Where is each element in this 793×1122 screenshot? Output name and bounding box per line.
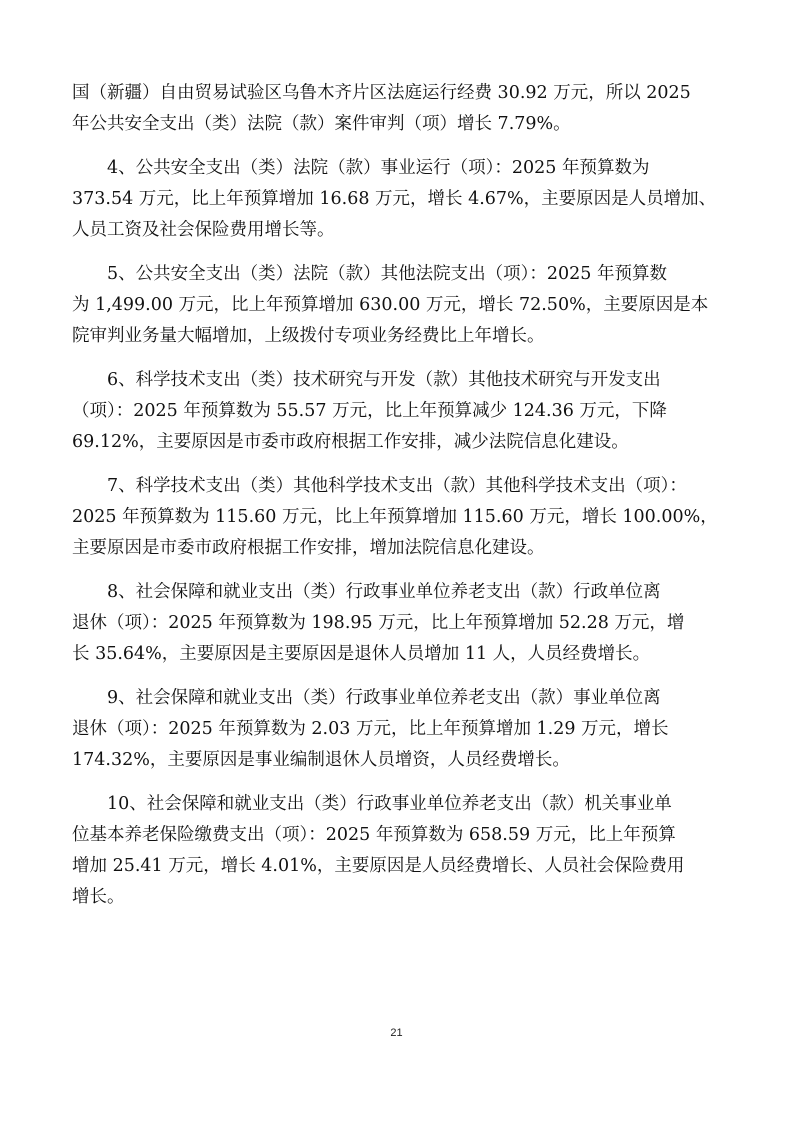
document-body <box>72 78 722 926</box>
text-line: 长 35.64%，主要原因是主要原因是退休人员增加 11 人，人员经费增长。 <box>72 644 651 664</box>
text-line: 10、社会保障和就业支出（类）行政事业单位养老支出（款）机关事业单 <box>107 794 672 814</box>
text-line: 增长。 <box>72 887 125 907</box>
paragraph-continued <box>72 78 722 140</box>
text-line: 国（新疆）自由贸易试验区乌鲁木齐片区法庭运行经费 30.92 万元，所以 2025 <box>72 83 691 103</box>
text-line: 174.32%，主要原因是事业编制退休人员增资，人员经费增长。 <box>72 750 570 770</box>
page-number: 21 <box>390 1027 403 1039</box>
paragraph-item-8 <box>72 577 722 670</box>
paragraph-item-5 <box>72 259 722 352</box>
text-line: 8、社会保障和就业支出（类）行政事业单位养老支出（款）行政单位离 <box>107 582 661 602</box>
text-line: 主要原因是市委市政府根据工作安排，增加法院信息化建设。 <box>72 538 545 558</box>
paragraph-item-10 <box>72 789 722 913</box>
text-line: 院审判业务量大幅增加，上级拨付专项业务经费比上年增长。 <box>72 326 545 346</box>
text-line: 5、公共安全支出（类）法院（款）其他法院支出（项）：2025 年预算数 <box>107 264 667 284</box>
text-line: 为 1,499.00 万元，比上年预算增加 630.00 万元，增长 72.50%，主要原因是本 <box>72 295 709 315</box>
text-line: 4、公共安全支出（类）法院（款）事业运行（项）：2025 年预算数为 <box>107 158 650 178</box>
text-line: 9、社会保障和就业支出（类）行政事业单位养老支出（款）事业单位离 <box>107 688 661 708</box>
text-line: 69.12%，主要原因是市委市政府根据工作安排，减少法院信息化建设。 <box>72 432 629 452</box>
text-line: 6、科学技术支出（类）技术研究与开发（款）其他技术研究与开发支出 <box>107 370 661 390</box>
text-line: 退休（项）：2025 年预算数为 198.95 万元，比上年预算增加 52.28 万元，增 <box>72 613 685 633</box>
text-line: 增加 25.41 万元，增长 4.01%，主要原因是人员经费增长、人员社会保险费用 <box>72 856 685 876</box>
text-line: 人员工资及社会保险费用增长等。 <box>72 220 335 240</box>
text-line: （项）：2025 年预算数为 55.57 万元，比上年预算减少 124.36 万元，下降 <box>72 401 667 421</box>
text-line: 7、科学技术支出（类）其他科学技术支出（款）其他科学技术支出（项）： <box>107 476 687 496</box>
text-line: 年公共安全支出（类）法院（款）案件审判（项）增长 7.79%。 <box>72 114 571 134</box>
text-line: 退休（项）：2025 年预算数为 2.03 万元，比上年预算增加 1.29 万元，增长 <box>72 719 669 739</box>
paragraph-item-9 <box>72 683 722 776</box>
paragraph-item-4 <box>72 153 722 246</box>
text-line: 位基本养老保险缴费支出（项）：2025 年预算数为 658.59 万元，比上年预算 <box>72 825 676 845</box>
text-line: 2025 年预算数为 115.60 万元，比上年预算增加 115.60 万元，增长 100.00%， <box>72 507 718 527</box>
text-line: 373.54 万元，比上年预算增加 16.68 万元，增长 4.67%，主要原因是人员增加、 <box>72 189 717 209</box>
paragraph-item-7 <box>72 471 722 564</box>
paragraph-item-6 <box>72 365 722 458</box>
